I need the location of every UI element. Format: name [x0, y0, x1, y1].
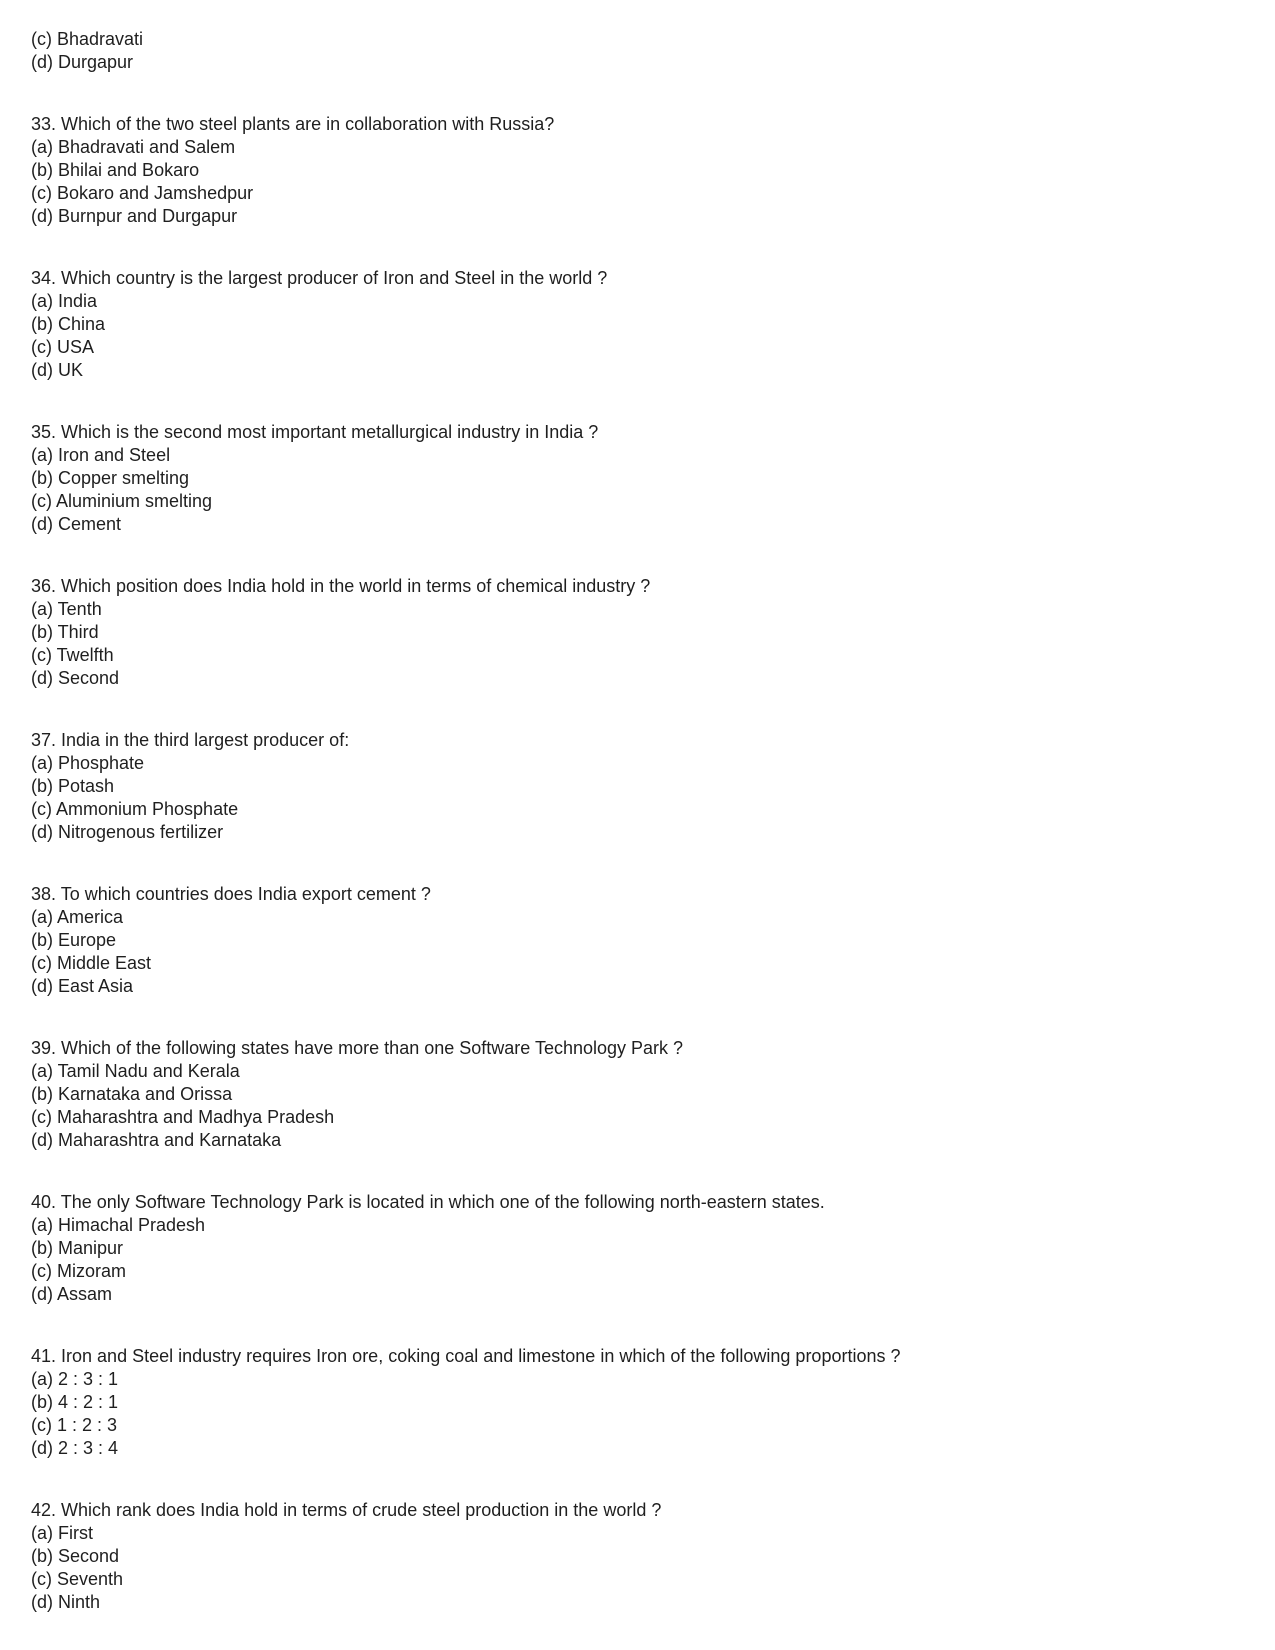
question-block — [31, 1037, 1235, 1152]
question-text: 33. Which of the two steel plants are in collaboration with Russia? — [31, 114, 555, 134]
option-line: (a) America — [31, 907, 124, 927]
question-text: 42. Which rank does India hold in terms of crude steel production in the world ? — [31, 1500, 662, 1520]
option-line: (d) Maharashtra and Karnataka — [31, 1130, 282, 1150]
option-line: (c) Bokaro and Jamshedpur — [31, 183, 254, 203]
option-line: (c) Twelfth — [31, 645, 114, 665]
option-line: (c) Seventh — [31, 1569, 124, 1589]
option-line: (d) Second — [31, 668, 120, 688]
option-line: (c) 1 : 2 : 3 — [31, 1415, 118, 1435]
option-line: (b) Bhilai and Bokaro — [31, 160, 200, 180]
question-text: 40. The only Software Technology Park is located in which one of the following north-eastern states. — [31, 1192, 825, 1212]
leading-options-block — [31, 28, 1235, 74]
option-line: (d) Burnpur and Durgapur — [31, 206, 238, 226]
question-text: 35. Which is the second most important metallurgical industry in India ? — [31, 422, 599, 442]
question-text: 39. Which of the following states have more than one Software Technology Park ? — [31, 1038, 684, 1058]
option-line: (b) Second — [31, 1546, 120, 1566]
option-line: (a) Tenth — [31, 599, 102, 619]
option-line: (c) Maharashtra and Madhya Pradesh — [31, 1107, 335, 1127]
option-line: (c) Middle East — [31, 953, 152, 973]
question-block — [31, 113, 1235, 228]
option-line: (b) Third — [31, 622, 99, 642]
option-line: (b) Manipur — [31, 1238, 124, 1258]
option-line: (c) USA — [31, 337, 94, 357]
option-line: (c) Mizoram — [31, 1261, 126, 1281]
option-line: (d) Nitrogenous fertilizer — [31, 822, 224, 842]
option-line: (a) Iron and Steel — [31, 445, 171, 465]
option-line: (c) Bhadravati — [31, 29, 144, 49]
option-line: (d) 2 : 3 : 4 — [31, 1438, 119, 1458]
option-line: (b) Potash — [31, 776, 115, 796]
option-line: (d) Cement — [31, 514, 122, 534]
question-text: 38. To which countries does India export cement ? — [31, 884, 431, 904]
question-block — [31, 1345, 1235, 1460]
option-line: (d) UK — [31, 360, 84, 380]
question-block — [31, 883, 1235, 998]
question-block — [31, 421, 1235, 536]
question-text: 41. Iron and Steel industry requires Iron ore, coking coal and limestone in which of the following proportions ? — [31, 1346, 901, 1366]
question-block — [31, 575, 1235, 690]
option-line: (d) Durgapur — [31, 52, 134, 72]
option-line: (c) Aluminium smelting — [31, 491, 213, 511]
question-text: 37. India in the third largest producer of: — [31, 730, 350, 750]
question-block — [31, 267, 1235, 382]
question-block — [31, 1191, 1235, 1306]
option-line: (b) China — [31, 314, 106, 334]
option-line: (a) 2 : 3 : 1 — [31, 1369, 119, 1389]
option-line: (b) Copper smelting — [31, 468, 190, 488]
option-line: (d) East Asia — [31, 976, 134, 996]
option-line: (a) Himachal Pradesh — [31, 1215, 206, 1235]
question-block — [31, 1499, 1235, 1614]
option-line: (a) Tamil Nadu and Kerala — [31, 1061, 240, 1081]
option-line: (a) Bhadravati and Salem — [31, 137, 236, 157]
question-block — [31, 729, 1235, 844]
questions-container — [31, 113, 1235, 1614]
question-text: 34. Which country is the largest producer of Iron and Steel in the world ? — [31, 268, 608, 288]
option-line: (b) Europe — [31, 930, 117, 950]
option-line: (a) First — [31, 1523, 93, 1543]
option-line: (d) Assam — [31, 1284, 113, 1304]
option-line: (a) India — [31, 291, 98, 311]
option-line: (d) Ninth — [31, 1592, 101, 1612]
question-text: 36. Which position does India hold in the world in terms of chemical industry ? — [31, 576, 651, 596]
option-line: (b) Karnataka and Orissa — [31, 1084, 233, 1104]
option-line: (a) Phosphate — [31, 753, 145, 773]
option-line: (c) Ammonium Phosphate — [31, 799, 239, 819]
option-line: (b) 4 : 2 : 1 — [31, 1392, 119, 1412]
